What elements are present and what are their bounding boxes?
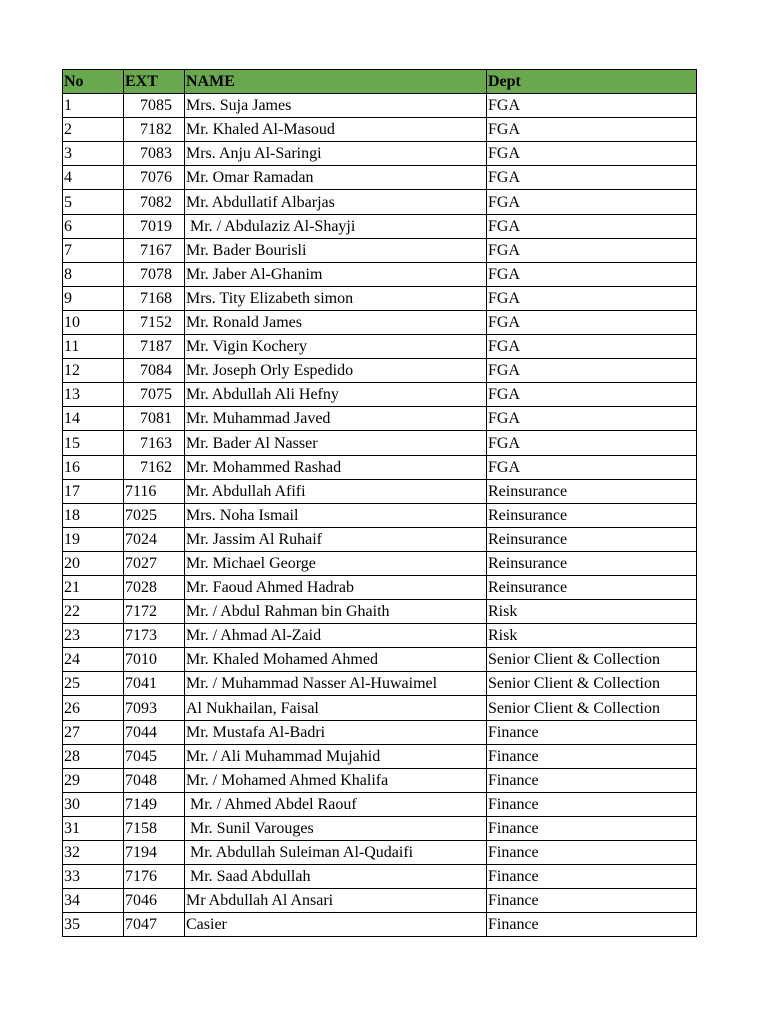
dept-cell: FGA	[487, 142, 697, 166]
ext-cell: 7019	[124, 214, 185, 238]
dept-cell: Finance	[487, 792, 697, 816]
dept-cell: Risk	[487, 624, 697, 648]
ext-cell: 7027	[124, 551, 185, 575]
ext-cell: 7176	[124, 865, 185, 889]
dept-cell: FGA	[487, 383, 697, 407]
no-cell: 3	[63, 142, 124, 166]
table-row	[63, 551, 697, 575]
ext-cell: 7076	[124, 166, 185, 190]
dept-cell: Finance	[487, 744, 697, 768]
dept-cell: FGA	[487, 407, 697, 431]
no-cell: 16	[63, 455, 124, 479]
dept-cell: FGA	[487, 359, 697, 383]
column-header-name: NAME	[185, 70, 487, 94]
ext-cell: 7010	[124, 648, 185, 672]
dept-cell: Finance	[487, 889, 697, 913]
name-cell: Mr. Jaber Al-Ghanim	[185, 262, 487, 286]
table-row	[63, 166, 697, 190]
no-cell: 22	[63, 600, 124, 624]
table-row	[63, 310, 697, 334]
no-cell: 34	[63, 889, 124, 913]
dept-cell: FGA	[487, 310, 697, 334]
dept-cell: FGA	[487, 238, 697, 262]
table-row	[63, 816, 697, 840]
no-cell: 32	[63, 841, 124, 865]
name-cell: Mr. Jassim Al Ruhaif	[185, 527, 487, 551]
table-row	[63, 865, 697, 889]
no-cell: 7	[63, 238, 124, 262]
dept-cell: FGA	[487, 286, 697, 310]
dept-cell: Finance	[487, 913, 697, 937]
table-row	[63, 335, 697, 359]
header-row	[63, 70, 697, 94]
dept-cell: Finance	[487, 841, 697, 865]
no-cell: 14	[63, 407, 124, 431]
table-row	[63, 455, 697, 479]
dept-cell: Senior Client & Collection	[487, 672, 697, 696]
ext-cell: 7116	[124, 479, 185, 503]
no-cell: 12	[63, 359, 124, 383]
ext-cell: 7172	[124, 600, 185, 624]
ext-cell: 7083	[124, 142, 185, 166]
no-cell: 27	[63, 720, 124, 744]
ext-cell: 7078	[124, 262, 185, 286]
name-cell: Mr. / Abdulaziz Al-Shayji	[185, 214, 487, 238]
ext-cell: 7028	[124, 575, 185, 599]
ext-cell: 7149	[124, 792, 185, 816]
table-row	[63, 214, 697, 238]
name-cell: Mr. Abdullatif Albarjas	[185, 190, 487, 214]
dept-cell: Risk	[487, 600, 697, 624]
table-row	[63, 142, 697, 166]
name-cell: Al Nukhailan, Faisal	[185, 696, 487, 720]
ext-cell: 7163	[124, 431, 185, 455]
ext-cell: 7046	[124, 889, 185, 913]
table-row	[63, 792, 697, 816]
no-cell: 31	[63, 816, 124, 840]
dept-cell: FGA	[487, 262, 697, 286]
table-row	[63, 768, 697, 792]
name-cell: Mr. Abdullah Ali Hefny	[185, 383, 487, 407]
dept-cell: FGA	[487, 94, 697, 118]
dept-cell: FGA	[487, 118, 697, 142]
no-cell: 24	[63, 648, 124, 672]
ext-cell: 7085	[124, 94, 185, 118]
ext-cell: 7194	[124, 841, 185, 865]
no-cell: 1	[63, 94, 124, 118]
ext-cell: 7182	[124, 118, 185, 142]
no-cell: 18	[63, 503, 124, 527]
column-header-dept: Dept	[487, 70, 697, 94]
name-cell: Mrs. Noha Ismail	[185, 503, 487, 527]
dept-cell: Reinsurance	[487, 503, 697, 527]
dept-cell: Finance	[487, 720, 697, 744]
no-cell: 33	[63, 865, 124, 889]
dept-cell: FGA	[487, 455, 697, 479]
table-row	[63, 600, 697, 624]
name-cell: Mr. / Ahmad Al-Zaid	[185, 624, 487, 648]
no-cell: 26	[63, 696, 124, 720]
name-cell: Mrs. Anju Al-Saringi	[185, 142, 487, 166]
no-cell: 2	[63, 118, 124, 142]
no-cell: 21	[63, 575, 124, 599]
dept-cell: FGA	[487, 214, 697, 238]
table-row	[63, 841, 697, 865]
name-cell: Mr. Abdullah Suleiman Al-Qudaifi	[185, 841, 487, 865]
name-cell: Mr. / Abdul Rahman bin Ghaith	[185, 600, 487, 624]
ext-cell: 7081	[124, 407, 185, 431]
table-row	[63, 624, 697, 648]
name-cell: Mr. Ronald James	[185, 310, 487, 334]
dept-cell: Finance	[487, 816, 697, 840]
no-cell: 19	[63, 527, 124, 551]
name-cell: Mr. Joseph Orly Espedido	[185, 359, 487, 383]
ext-cell: 7047	[124, 913, 185, 937]
table-row	[63, 527, 697, 551]
no-cell: 28	[63, 744, 124, 768]
no-cell: 15	[63, 431, 124, 455]
table-row	[63, 575, 697, 599]
table-row	[63, 407, 697, 431]
name-cell: Mr Abdullah Al Ansari	[185, 889, 487, 913]
table-body	[63, 94, 697, 937]
ext-cell: 7152	[124, 310, 185, 334]
name-cell: Mr. Khaled Mohamed Ahmed	[185, 648, 487, 672]
ext-cell: 7041	[124, 672, 185, 696]
extension-directory-table	[62, 69, 697, 937]
column-header-ext: EXT	[124, 70, 185, 94]
dept-cell: Senior Client & Collection	[487, 696, 697, 720]
name-cell: Mr. Saad Abdullah	[185, 865, 487, 889]
no-cell: 13	[63, 383, 124, 407]
table-row	[63, 190, 697, 214]
name-cell: Mr. Faoud Ahmed Hadrab	[185, 575, 487, 599]
table-row	[63, 94, 697, 118]
name-cell: Mr. Mustafa Al-Badri	[185, 720, 487, 744]
ext-cell: 7082	[124, 190, 185, 214]
name-cell: Mr. Sunil Varouges	[185, 816, 487, 840]
table-row	[63, 744, 697, 768]
name-cell: Casier	[185, 913, 487, 937]
table-row	[63, 118, 697, 142]
table-row	[63, 503, 697, 527]
dept-cell: Senior Client & Collection	[487, 648, 697, 672]
ext-cell: 7158	[124, 816, 185, 840]
no-cell: 35	[63, 913, 124, 937]
no-cell: 20	[63, 551, 124, 575]
table-row	[63, 262, 697, 286]
name-cell: Mr. Omar Ramadan	[185, 166, 487, 190]
name-cell: Mr. / Ahmed Abdel Raouf	[185, 792, 487, 816]
ext-cell: 7075	[124, 383, 185, 407]
ext-cell: 7168	[124, 286, 185, 310]
table-row	[63, 672, 697, 696]
dept-cell: FGA	[487, 190, 697, 214]
table-row	[63, 431, 697, 455]
table-row	[63, 383, 697, 407]
name-cell: Mr. Michael George	[185, 551, 487, 575]
dept-cell: Reinsurance	[487, 479, 697, 503]
no-cell: 5	[63, 190, 124, 214]
ext-cell: 7173	[124, 624, 185, 648]
table-row	[63, 913, 697, 937]
table-row	[63, 889, 697, 913]
no-cell: 6	[63, 214, 124, 238]
no-cell: 25	[63, 672, 124, 696]
dept-cell: FGA	[487, 166, 697, 190]
dept-cell: Reinsurance	[487, 551, 697, 575]
name-cell: Mr. Muhammad Javed	[185, 407, 487, 431]
ext-cell: 7025	[124, 503, 185, 527]
no-cell: 17	[63, 479, 124, 503]
column-header-no: No	[63, 70, 124, 94]
name-cell: Mrs. Suja James	[185, 94, 487, 118]
ext-cell: 7187	[124, 335, 185, 359]
dept-cell: Reinsurance	[487, 575, 697, 599]
ext-cell: 7024	[124, 527, 185, 551]
no-cell: 9	[63, 286, 124, 310]
name-cell: Mr. Bader Al Nasser	[185, 431, 487, 455]
name-cell: Mr. / Muhammad Nasser Al-Huwaimel	[185, 672, 487, 696]
ext-cell: 7048	[124, 768, 185, 792]
no-cell: 8	[63, 262, 124, 286]
ext-cell: 7084	[124, 359, 185, 383]
ext-cell: 7167	[124, 238, 185, 262]
no-cell: 29	[63, 768, 124, 792]
no-cell: 30	[63, 792, 124, 816]
table-row	[63, 359, 697, 383]
ext-cell: 7093	[124, 696, 185, 720]
dept-cell: Reinsurance	[487, 527, 697, 551]
ext-cell: 7044	[124, 720, 185, 744]
name-cell: Mrs. Tity Elizabeth simon	[185, 286, 487, 310]
no-cell: 10	[63, 310, 124, 334]
dept-cell: FGA	[487, 335, 697, 359]
name-cell: Mr. / Ali Muhammad Mujahid	[185, 744, 487, 768]
dept-cell: FGA	[487, 431, 697, 455]
no-cell: 23	[63, 624, 124, 648]
name-cell: Mr. Khaled Al-Masoud	[185, 118, 487, 142]
table-row	[63, 648, 697, 672]
table-row	[63, 696, 697, 720]
name-cell: Mr. Vigin Kochery	[185, 335, 487, 359]
table-row	[63, 720, 697, 744]
ext-cell: 7045	[124, 744, 185, 768]
name-cell: Mr. Abdullah Afifi	[185, 479, 487, 503]
table-row	[63, 479, 697, 503]
no-cell: 4	[63, 166, 124, 190]
table-row	[63, 286, 697, 310]
dept-cell: Finance	[487, 865, 697, 889]
name-cell: Mr. / Mohamed Ahmed Khalifa	[185, 768, 487, 792]
name-cell: Mr. Mohammed Rashad	[185, 455, 487, 479]
no-cell: 11	[63, 335, 124, 359]
dept-cell: Finance	[487, 768, 697, 792]
ext-cell: 7162	[124, 455, 185, 479]
name-cell: Mr. Bader Bourisli	[185, 238, 487, 262]
table-row	[63, 238, 697, 262]
